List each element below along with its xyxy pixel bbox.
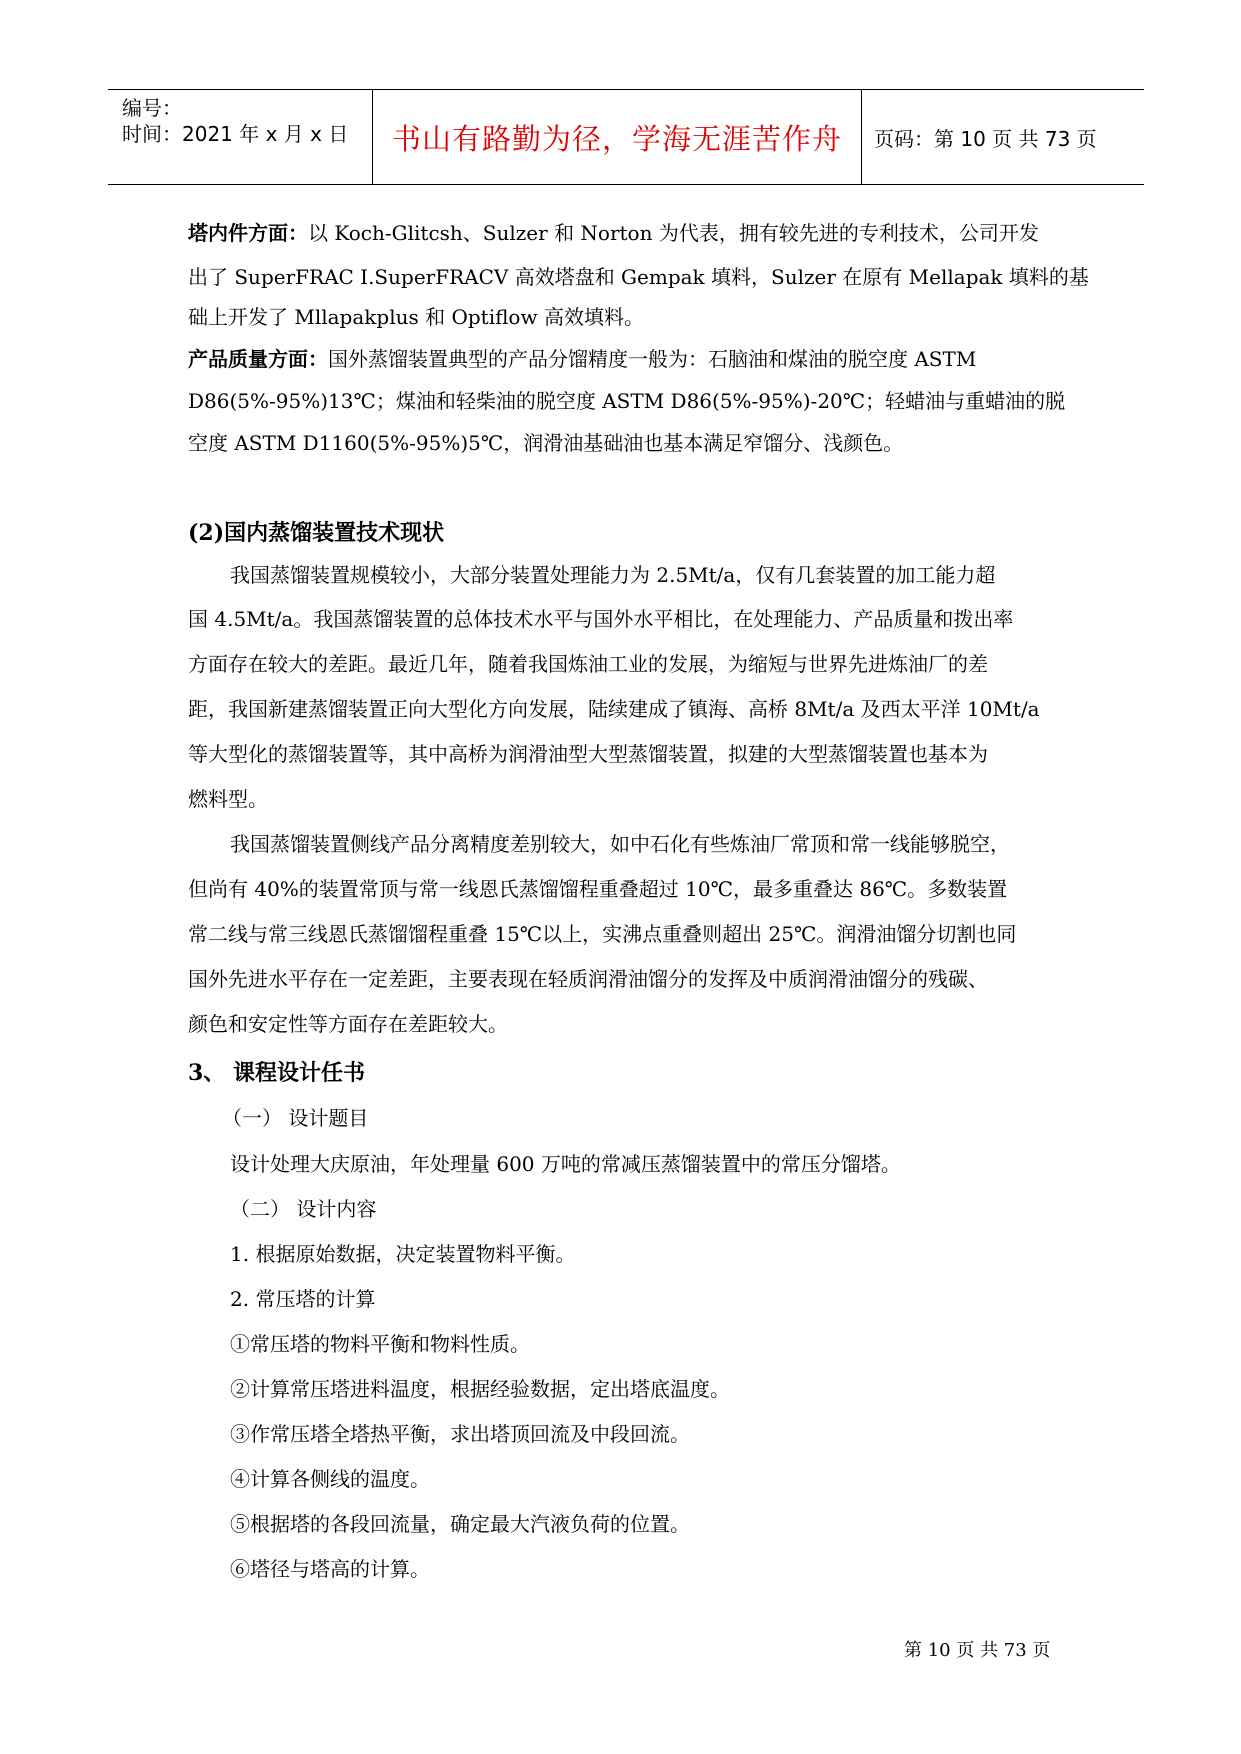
domestic-p1-line-1: 我国蒸馏装置规模较小，大部分装置处理能力为 2.5Mt/a，仅有几套装置的加工能力超 (230, 563, 996, 587)
page-header (108, 89, 1144, 185)
para-quality-lead: 产品质量方面： (188, 347, 328, 371)
header-page-cell (860, 90, 1144, 184)
document-time-label: 时间：2021 年 x 月 x 日 (122, 122, 349, 146)
para-quality-line-1 (188, 344, 976, 374)
domestic-p2-line-2: 但尚有 40%的装置常顶与常一线恩氏蒸馏馏程重叠超过 10℃，最多重叠达 86℃。多数装置 (188, 877, 1008, 901)
domestic-p2-line-5: 颜色和安定性等方面存在差距较大。 (188, 1012, 508, 1036)
task-item-3: ①常压塔的物料平衡和物料性质。 (230, 1332, 530, 1356)
para-internals-line-1 (188, 218, 1039, 248)
domestic-p2-line-3: 常二线与常三线恩氏蒸馏馏程重叠 15℃以上，实沸点重叠则超出 25℃。润滑油馏分切割也同 (188, 922, 1017, 946)
task-sub-heading-2: （二） 设计内容 (230, 1197, 377, 1221)
task-item-4: ②计算常压塔进料温度，根据经验数据，定出塔底温度。 (230, 1377, 730, 1401)
task-item-5: ③作常压塔全塔热平衡，求出塔顶回流及中段回流。 (230, 1422, 690, 1446)
task-sub-heading-1: （一） 设计题目 (222, 1106, 369, 1130)
section-domestic-heading: (2)国内蒸馏装置技术现状 (188, 520, 445, 546)
task-item-6: ④计算各侧线的温度。 (230, 1467, 430, 1491)
domestic-p1-line-4: 距，我国新建蒸馏装置正向大型化方向发展，陆续建成了镇海、高桥 8Mt/a 及西太平洋 10Mt/a (188, 697, 1040, 721)
domestic-p2-line-1: 我国蒸馏装置侧线产品分离精度差别较大，如中石化有些炼油厂常顶和常一线能够脱空， (230, 832, 1010, 856)
para-internals-lead: 塔内件方面： (188, 221, 308, 245)
domestic-p1-line-2: 国 4.5Mt/a。我国蒸馏装置的总体技术水平与国外水平相比，在处理能力、产品质量和拨出率 (188, 607, 1014, 631)
para-internals-line-2: 出了 SuperFRAC I.SuperFRACV 高效塔盘和 Gempak 填料，Sulzer 在原有 Mellapak 填料的基 (188, 265, 1089, 289)
para-internals-text-1: 以 Koch-Glitcsh、Sulzer 和 Norton 为代表，拥有较先进的专利技术，公司开发 (308, 221, 1039, 245)
header-left-cell (108, 90, 372, 184)
document-number-label: 编号： (122, 96, 182, 120)
task-item-8: ⑥塔径与塔高的计算。 (230, 1557, 430, 1581)
task-item-1: 1. 根据原始数据，决定装置物料平衡。 (230, 1242, 576, 1266)
header-page-code: 页码：第 10 页 共 73 页 (874, 127, 1097, 151)
task-sub-text-1: 设计处理大庆原油，年处理量 600 万吨的常减压蒸馏装置中的常压分馏塔。 (230, 1152, 901, 1176)
header-motto-cell (372, 90, 862, 184)
domestic-p1-line-6: 燃料型。 (188, 787, 268, 811)
page-footer-number: 第 10 页 共 73 页 (904, 1640, 1051, 1661)
header-motto: 书山有路勤为径，学海无涯苦作舟 (391, 122, 842, 156)
para-quality-line-3: 空度 ASTM D1160(5%-95%)5℃，润滑油基础油也基本满足窄馏分、浅颜色。 (188, 431, 904, 455)
domestic-p1-line-3: 方面存在较大的差距。最近几年，随着我国炼油工业的发展，为缩短与世界先进炼油厂的差 (188, 652, 988, 676)
domestic-p2-line-4: 国外先进水平存在一定差距，主要表现在轻质润滑油馏分的发挥及中质润滑油馏分的残碳、 (188, 967, 988, 991)
para-internals-line-3: 础上开发了 Mllapakplus 和 Optiflow 高效填料。 (188, 305, 644, 329)
domestic-p1-line-5: 等大型化的蒸馏装置等，其中高桥为润滑油型大型蒸馏装置，拟建的大型蒸馏装置也基本为 (188, 742, 988, 766)
section-task-heading: 3、 课程设计任书 (188, 1060, 365, 1086)
para-quality-text-1: 国外蒸馏装置典型的产品分馏精度一般为：石脑油和煤油的脱空度 ASTM (328, 347, 977, 371)
para-quality-line-2: D86(5%-95%)13℃；煤油和轻柴油的脱空度 ASTM D86(5%-95%)-20℃；轻蜡油与重蜡油的脱 (188, 389, 1066, 413)
task-item-2: 2. 常压塔的计算 (230, 1287, 376, 1311)
task-item-7: ⑤根据塔的各段回流量，确定最大汽液负荷的位置。 (230, 1512, 690, 1536)
